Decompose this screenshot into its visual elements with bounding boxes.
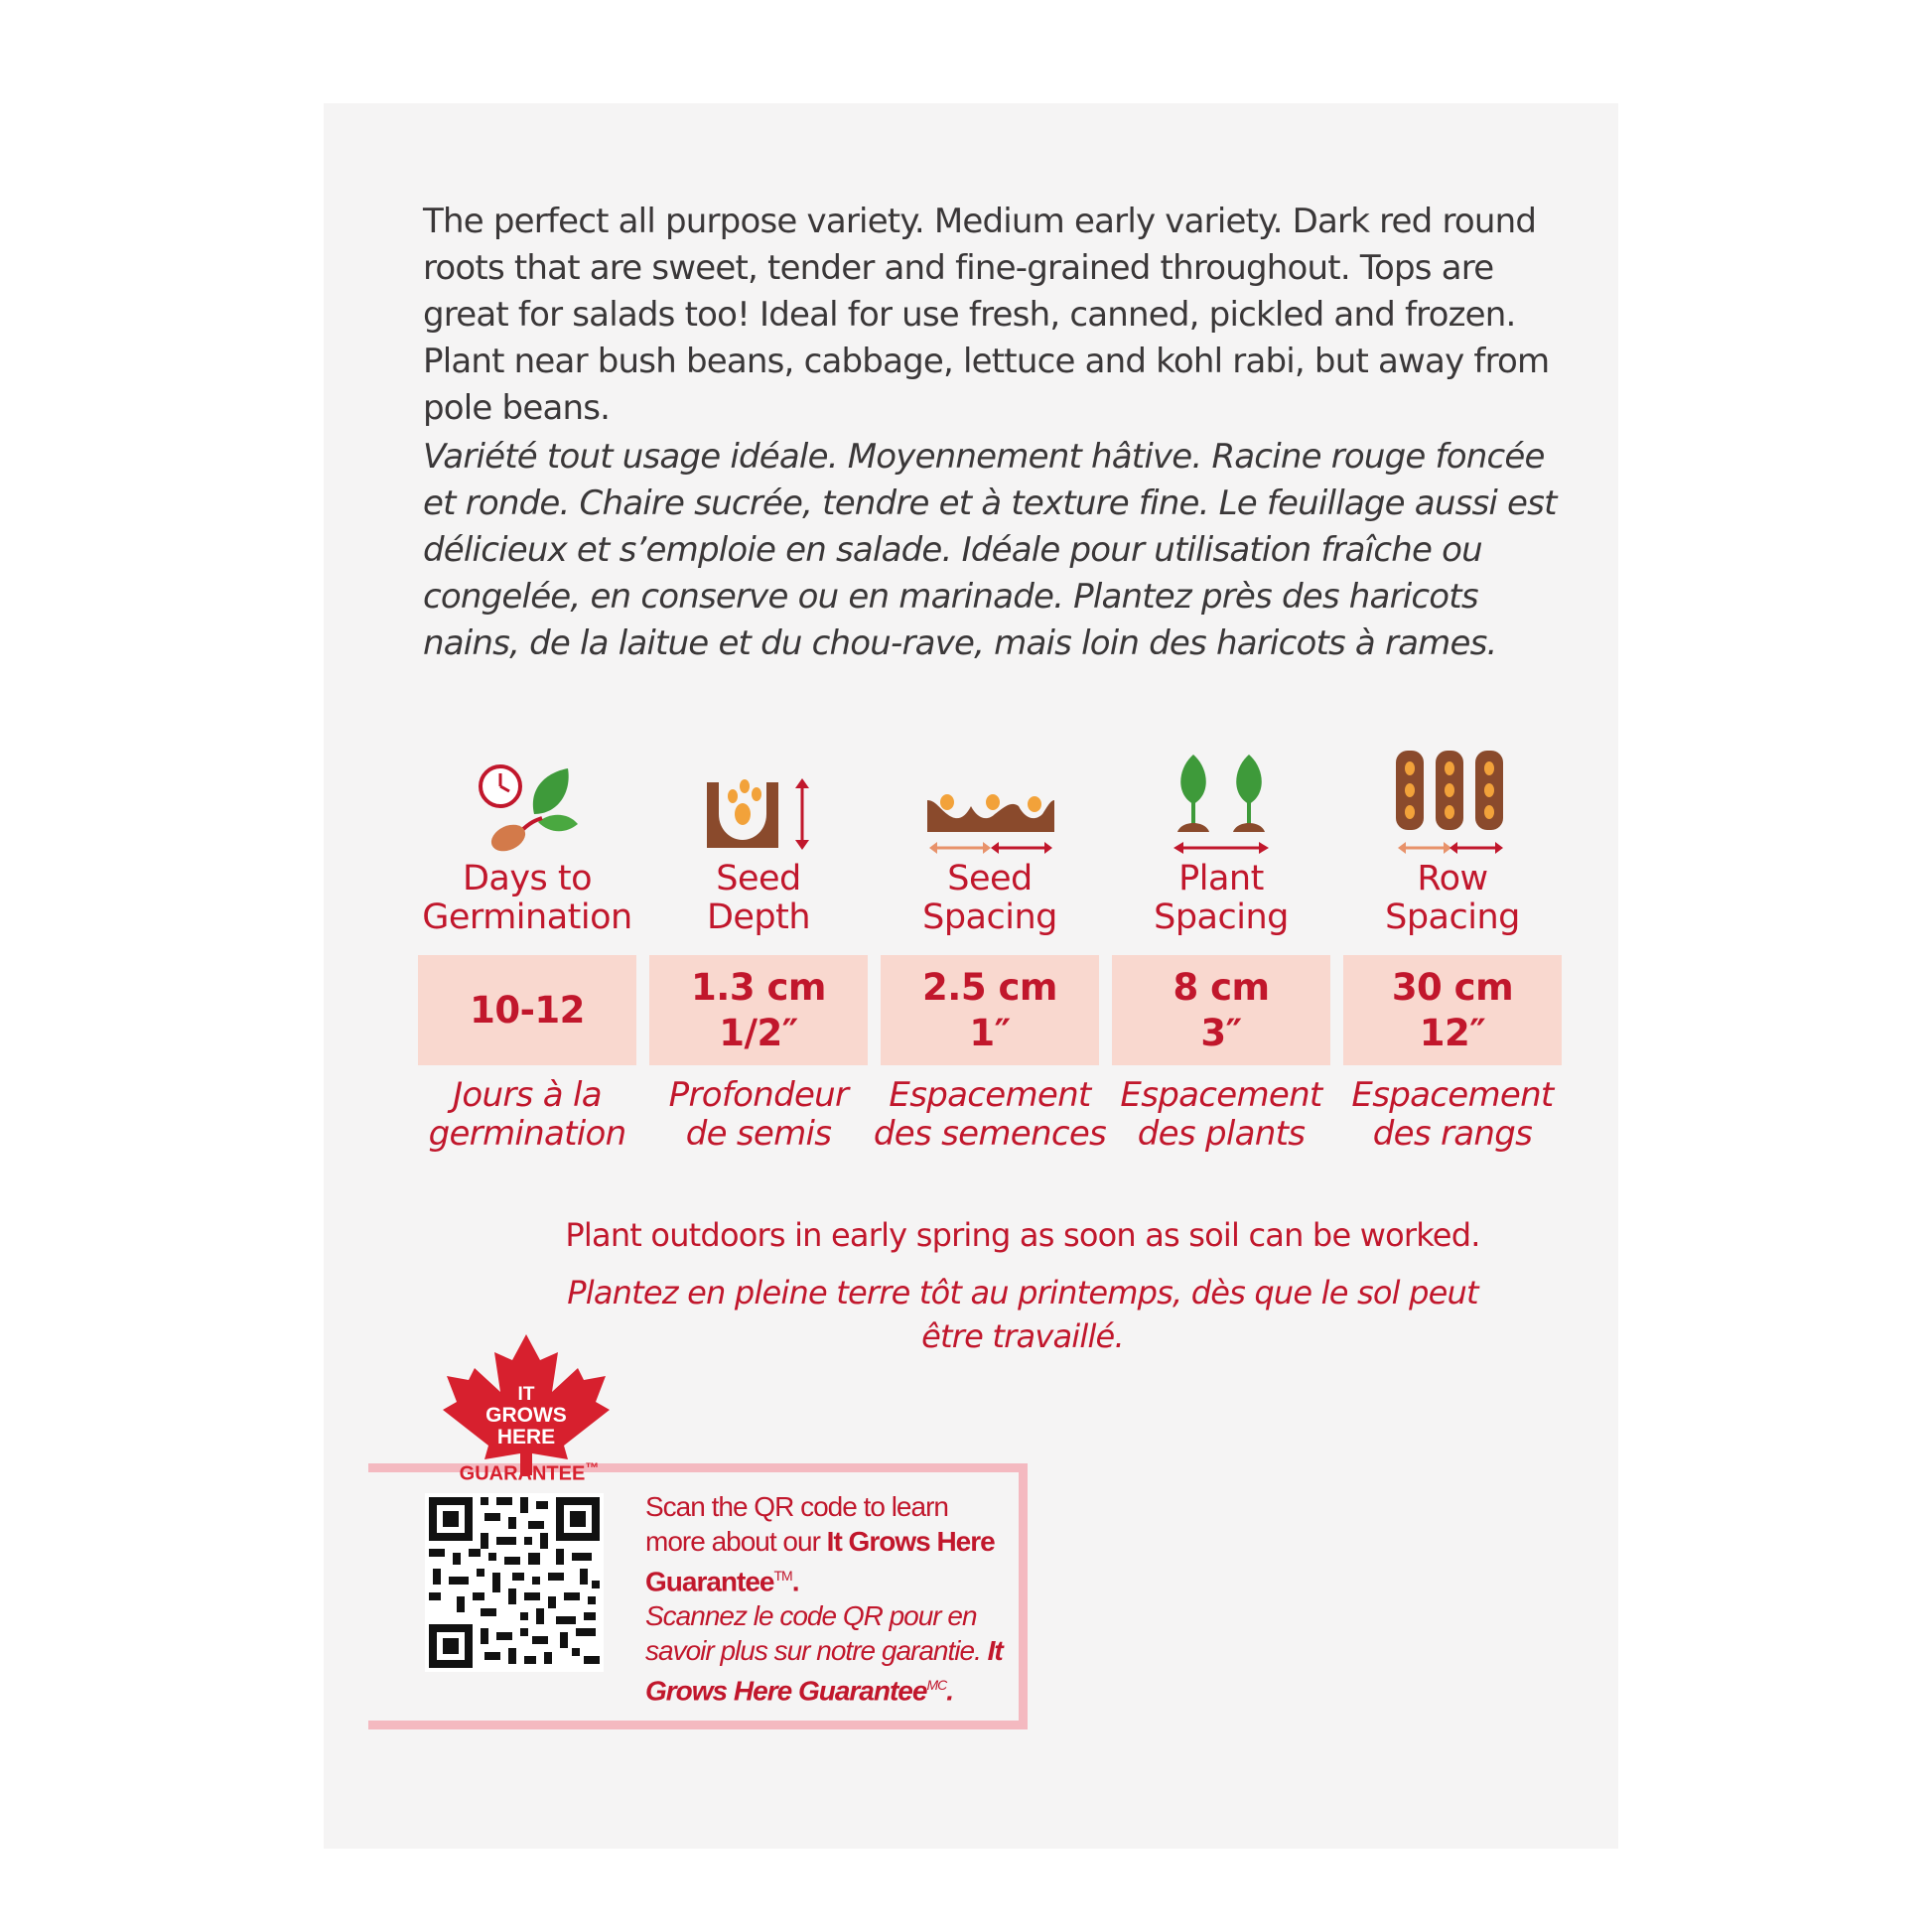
logo-line-grows: GROWS	[485, 1404, 567, 1427]
sowing-instructions-french: Plantez en pleine terre tôt au printemps, dès que le sol peut être travaillé.	[567, 1274, 1478, 1355]
plant-spacing-icon	[1172, 755, 1271, 858]
label-days-to-germination: Days to Germination	[422, 859, 632, 937]
value-plant-spacing: 8 cm 3″	[1112, 955, 1330, 1065]
value-seed-spacing: 2.5 cm 1″	[881, 955, 1099, 1065]
seed-spacing-icon	[925, 782, 1056, 858]
qr-info-english: Scan the QR code to learn more about our It Grows Here Guarantee™.	[645, 1491, 995, 1597]
description-english: The perfect all purpose variety. Medium early variety. Dark red round roots that are sweet, tender and fine-grained throughout. Tops are great for salads too! Ideal for use fresh, canned, pickled and frozen. Plant near bush beans, cabbage, lettuce and kohl rabi, but away from pole beans.	[423, 202, 1550, 428]
logo-line-it: IT	[517, 1384, 535, 1405]
logo-guarantee-label: GUARANTEE™	[459, 1459, 600, 1485]
label-row-spacing: Row Spacing	[1385, 859, 1520, 937]
label-profondeur-semis: Profondeur de semis	[668, 1075, 849, 1154]
label-espacement-plants: Espacement des plants	[1120, 1075, 1322, 1154]
value-row-spacing: 30 cm 12″	[1343, 955, 1562, 1065]
logo-line-here: HERE	[496, 1426, 556, 1449]
label-seed-depth: Seed Depth	[706, 859, 811, 937]
label-espacement-rangs: Espacement des rangs	[1351, 1075, 1554, 1154]
description-french: Variété tout usage idéale. Moyennement hâtive. Racine rouge foncée et ronde. Chaire sucrée, tendre et à texture fine. Le feuillage aussi est délicieux et s’emploie en salade. Idéale pour utilisation fraîche ou congelée, en conserve ou en marinade. Plantez près des haricots nains, de la laitue et du chou-rave, mais loin des haricots à rames.	[423, 437, 1557, 663]
label-jours-germination: Jours à la germination	[428, 1075, 626, 1154]
qr-info-text	[645, 1489, 1013, 1709]
qr-info-french: Scannez le code QR pour en savoir plus sur notre garantie. It Grows Here Guarantee$^{MC}$.	[645, 1600, 1003, 1707]
clock-sprout-icon	[477, 762, 586, 854]
value-days-to-germination: 10-12	[418, 955, 636, 1065]
label-espacement-semences: Espacement des semences	[873, 1075, 1107, 1154]
label-plant-spacing: Plant Spacing	[1154, 859, 1289, 937]
value-seed-depth: 1.3 cm 1/2″	[649, 955, 868, 1065]
seed-depth-icon	[703, 774, 812, 854]
sowing-instructions-english: Plant outdoors in early spring as soon as soil can be worked.	[565, 1216, 1480, 1254]
row-spacing-icon	[1394, 751, 1507, 858]
qr-code[interactable]	[425, 1493, 604, 1692]
label-seed-spacing: Seed Spacing	[922, 859, 1057, 937]
